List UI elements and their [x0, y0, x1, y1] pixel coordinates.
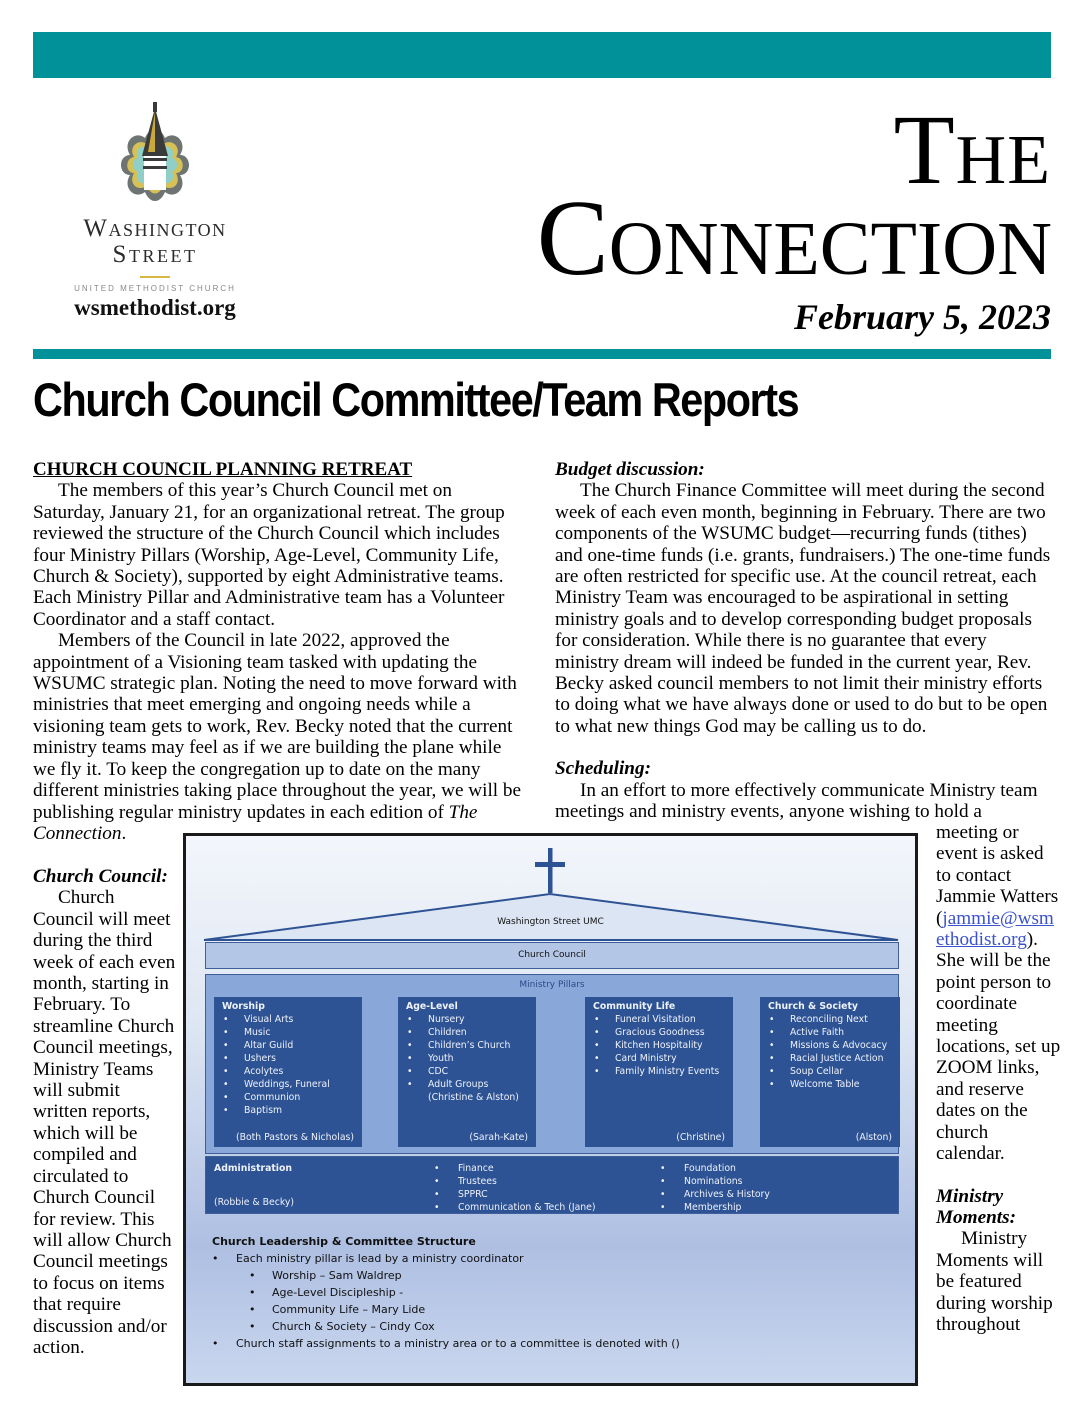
leadership-list-2	[212, 1335, 680, 1352]
ministry-item: • CDC	[406, 1065, 528, 1078]
ministry-item: • Funeral Visitation	[593, 1013, 725, 1026]
leadership-list	[212, 1250, 680, 1267]
logo-subtitle: UNITED METHODIST CHURCH	[74, 284, 236, 293]
church-council-box: Church Council	[205, 942, 899, 969]
masthead-title-line2: Connection	[536, 179, 1052, 298]
retreat-paragraph-2-end: .	[121, 822, 127, 844]
pillar-staff: (Christine)	[676, 1132, 725, 1143]
roof-outline	[186, 836, 916, 944]
email-link[interactable]: jammie@wsmethodist.org	[936, 907, 1054, 951]
ministry-item: • Weddings, Funeral	[222, 1078, 354, 1091]
spacer	[555, 737, 1055, 758]
diagram-title: Washington Street UMC	[497, 917, 604, 927]
church-council-title: Church Council:	[33, 866, 168, 887]
budget-title: Budget discussion:	[555, 459, 705, 480]
masthead-divider	[33, 349, 1051, 359]
coordinator-list	[212, 1267, 680, 1335]
pillar-title: Worship	[222, 1001, 265, 1012]
administration-item: • Nominations	[660, 1175, 770, 1188]
administration-item: • SPPRC	[434, 1188, 596, 1201]
ministry-item: • Music	[222, 1026, 354, 1039]
administration-title: Administration	[214, 1163, 293, 1174]
budget-body: The Church Finance Committee will meet during the second week of each even month, beginning in February. There are two components of the WSUMC budget—recurring funds (tithes) and one-time funds (i.e. grants, fundraisers.) The one-time funds are often restricted for specific use. At the council retreat, each Ministry Team was encouraged to be aspirational in setting ministry goals and to develop corresponding budget proposals for consideration. While there is no guarantee that every ministry dream will indeed be funded in the current year, Rev. Becky asked council members to not limit their ministry efforts to doing what we have always done or used to do but to be open to what new things God may be calling us to do.	[555, 480, 1051, 737]
ministry-item: • Family Ministry Events	[593, 1065, 725, 1078]
ministry-item: • Card Ministry	[593, 1052, 725, 1065]
coordinator-item: • Worship – Sam Waldrep	[212, 1267, 680, 1284]
ministry-item: • Active Faith	[768, 1026, 892, 1039]
administration-list-2	[660, 1162, 770, 1214]
leadership-point-2: • Church staff assignments to a ministry area or to a committee is denoted with ()	[212, 1335, 680, 1352]
cross-icon	[535, 848, 565, 893]
logo-name-line1: Washington	[83, 215, 227, 242]
retreat-paragraph-2	[33, 630, 523, 844]
scheduling-cont-before: meeting or event is asked to contact Jammie Watters (	[936, 822, 1059, 929]
ministry-item: • Soup Cellar	[768, 1065, 892, 1078]
ministry-item: • Gracious Goodness	[593, 1026, 725, 1039]
ministry-item: • Reconciling Next	[768, 1013, 892, 1026]
ministry-item: • Welcome Table	[768, 1078, 892, 1091]
administration-item: • Trustees	[434, 1175, 596, 1188]
ministry-item: • Ushers	[222, 1052, 354, 1065]
administration-item: • Archives & History	[660, 1188, 770, 1201]
pillar-staff: (Alston)	[855, 1132, 892, 1143]
top-accent-bar	[33, 32, 1051, 78]
pillar-ministry-list	[768, 1013, 892, 1091]
issue-date: February 5, 2023	[793, 297, 1051, 337]
pillar-ministry-list	[593, 1013, 725, 1078]
church-steeple-icon	[110, 100, 200, 210]
publication-name: The Connection	[33, 801, 478, 844]
coordinator-item: • Community Life – Mary Lide	[212, 1301, 680, 1318]
scheduling-body: In an effort to more effectively communicate Ministry team meetings and ministry events, anyone wishing to hold a	[555, 779, 1038, 823]
scheduling-continued	[936, 822, 1061, 1335]
administration-item: • Finance	[434, 1162, 596, 1175]
pillar-staff: (Sarah-Kate)	[469, 1132, 528, 1143]
administration-box	[205, 1156, 899, 1214]
ministry-item: • Visual Arts	[222, 1013, 354, 1026]
pillar-note: (Christine & Alston)	[428, 1092, 519, 1103]
coordinator-item: • Church & Society – Cindy Cox	[212, 1318, 680, 1335]
ministry-item: • Adult Groups	[406, 1078, 528, 1091]
administration-item: • Foundation	[660, 1162, 770, 1175]
ministry-item: • Altar Guild	[222, 1039, 354, 1052]
right-column	[555, 459, 1055, 823]
ministry-pillars-label: Ministry Pillars	[519, 980, 585, 990]
pillar-age-level	[398, 997, 536, 1147]
pillar-title: Age-Level	[406, 1001, 458, 1012]
pillar-church-society	[760, 997, 900, 1147]
pillar-staff: (Both Pastors & Nicholas)	[235, 1132, 354, 1143]
administration-list-1	[434, 1162, 596, 1214]
leadership-notes	[212, 1233, 680, 1352]
pillar-ministry-list	[222, 1013, 354, 1117]
left-column	[33, 459, 523, 844]
ministry-item: • Children’s Church	[406, 1039, 528, 1052]
ministry-item: • Nursery	[406, 1013, 528, 1026]
administration-item: • Communication & Tech (Jane)	[434, 1201, 596, 1214]
scheduling-cont-after: ). She will be the point person to coordinate meeting locations, set up ZOOM links, and reserve dates on the church calendar.	[936, 929, 1061, 1165]
ministry-moments-body: Ministry Moments will be featured during worship throughout	[936, 1228, 1053, 1335]
pillar-title: Church & Society	[768, 1001, 858, 1012]
pillar-community-life	[585, 997, 733, 1147]
pillar-title: Community Life	[593, 1001, 676, 1012]
masthead-title-line1: The	[893, 94, 1051, 205]
ministry-item: • Communion	[222, 1091, 354, 1104]
ministry-item: • Kitchen Hospitality	[593, 1039, 725, 1052]
administration-item: • Membership	[660, 1201, 770, 1214]
retreat-paragraph-1: The members of this year’s Church Council met on Saturday, January 21, for an organizational retreat. The group reviewed the structure of the Church Council which includes four Ministry Pillars (Worship, Age-Level, Community Life, Church & Society), supported by eight Administrative teams. Each Ministry Pillar and Administrative team has a Volunteer Coordinator and a staff contact.	[33, 480, 505, 630]
church-council-body: Church Council will meet during the third week of each even month, starting in February. To streamline Church Council meetings, Ministry Teams will submit written reports, which will be compiled and circulated to Church Council for review. This will allow Church Council meetings to focus on items that require discussion and/or action.	[33, 887, 176, 1358]
ministry-moments-title: Ministry Moments:	[936, 1185, 1016, 1228]
scheduling-title: Scheduling:	[555, 758, 651, 780]
pillar-worship	[214, 997, 362, 1147]
ministry-item: • Baptism	[222, 1104, 354, 1117]
ministry-item: • Acolytes	[222, 1065, 354, 1078]
ministry-item: • Children	[406, 1026, 528, 1039]
leadership-point-1: • Each ministry pillar is lead by a ministry coordinator	[212, 1250, 680, 1267]
ministry-item: • Youth	[406, 1052, 528, 1065]
ministry-item: • Racial Justice Action	[768, 1052, 892, 1065]
ministry-pillars-box	[205, 974, 899, 1154]
logo-name-line2: Street	[112, 241, 198, 268]
website-url[interactable]: wsmethodist.org	[74, 295, 236, 320]
section-title-retreat: CHURCH COUNCIL PLANNING RETREAT	[33, 459, 413, 480]
scheduling-continued-text	[936, 822, 1061, 1165]
logo-divider	[140, 276, 170, 278]
retreat-paragraph-2-text: Members of the Council in late 2022, approved the appointment of a Visioning team tasked with updating the WSUMC strategic plan. Noting the need to move forward with ministries that meet emerging and ongoing needs while a visioning team gets to work, Rev. Becky noted that the current ministry teams may feel as if we are building the plane while we fly it. To keep the congregation up to date on the many different ministries taking place throughout the year, we will be publishing regular ministry updates in each edition of	[33, 630, 522, 823]
administration-staff: (Robbie & Becky)	[214, 1197, 295, 1208]
spacer	[936, 1165, 1061, 1186]
ministry-item: • Missions & Advocacy	[768, 1039, 892, 1052]
church-logo	[40, 100, 270, 340]
coordinator-item: • Age-Level Discipleship -	[212, 1284, 680, 1301]
church-council-section	[33, 866, 178, 1358]
leadership-title: Church Leadership & Committee Structure	[212, 1235, 476, 1248]
page-headline: Church Council Committee/Team Reports	[33, 373, 799, 426]
pillar-ministry-list	[406, 1013, 528, 1091]
church-structure-diagram	[183, 833, 918, 1386]
